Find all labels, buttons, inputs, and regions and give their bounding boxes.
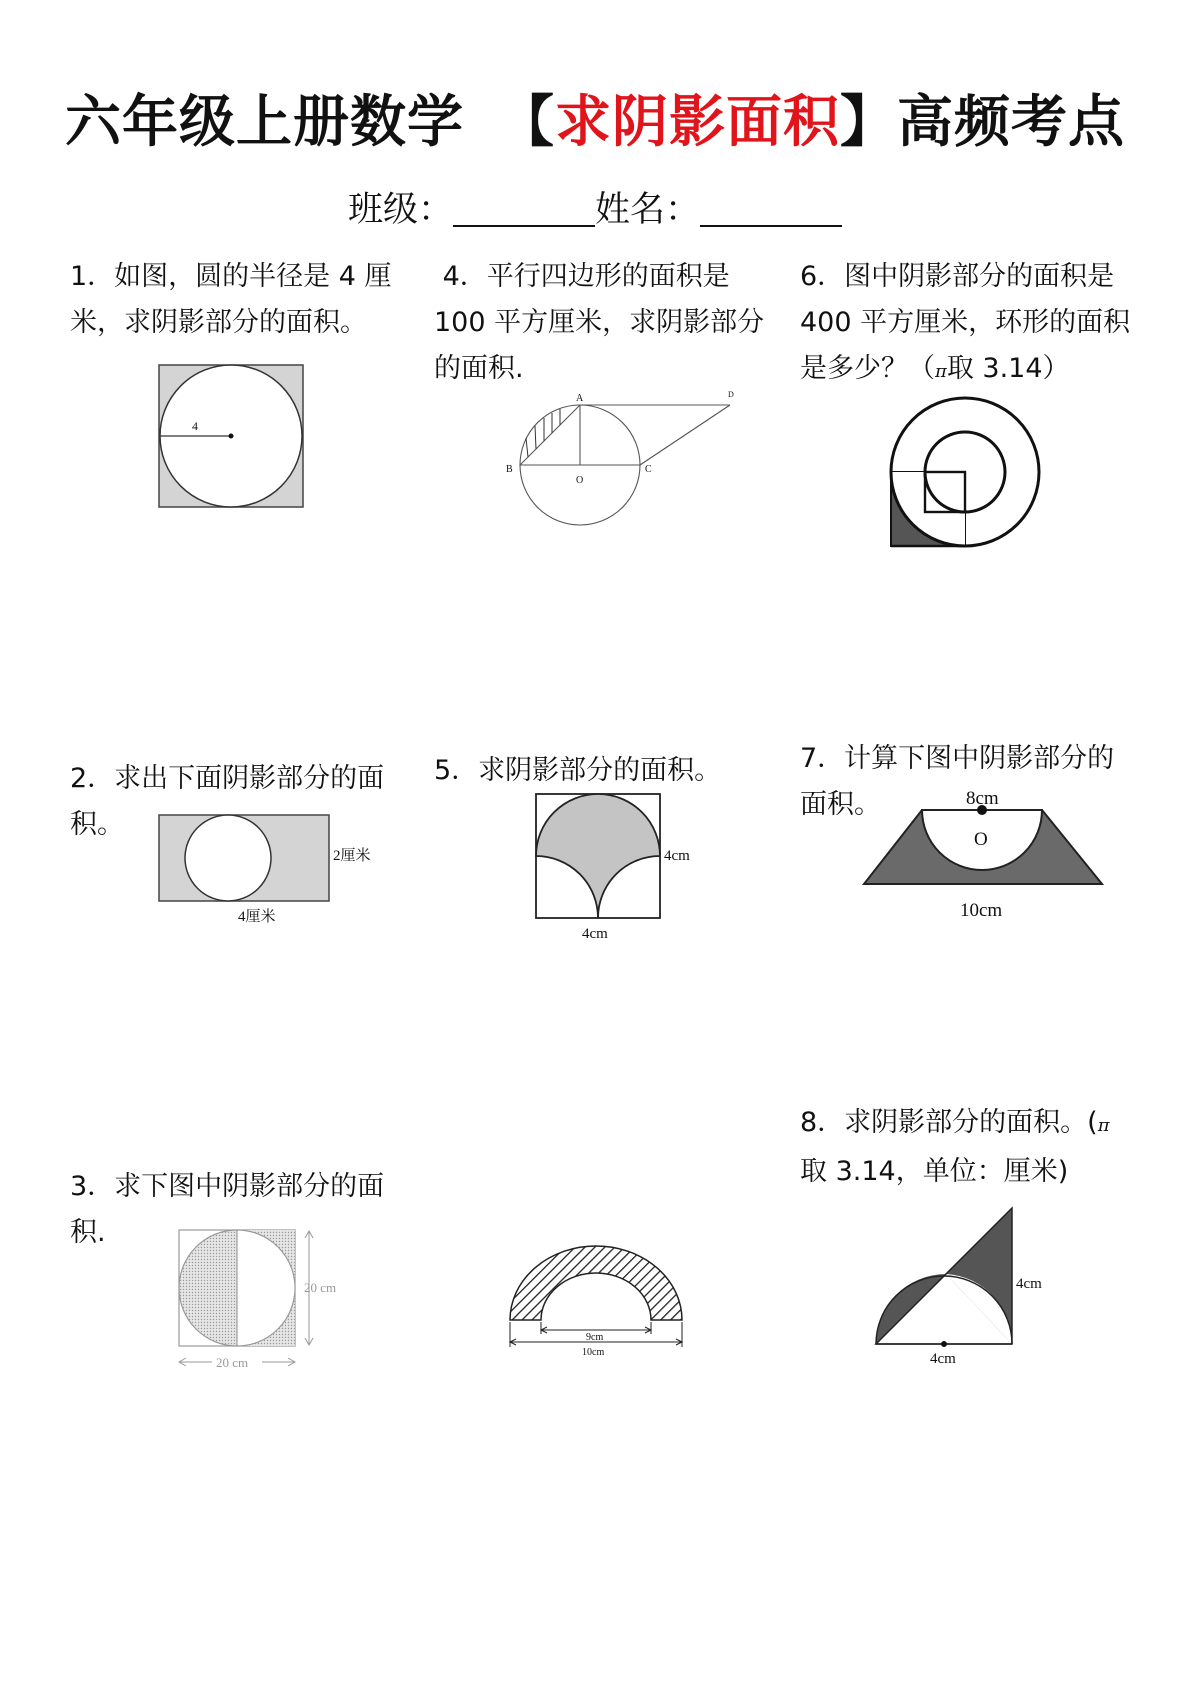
question-3-line-1: 3．求下图中阴影部分的面 bbox=[70, 1171, 385, 1202]
question-4-line-1: 4．平行四边形的面积是 bbox=[434, 261, 730, 292]
figure-4-chord-ba bbox=[520, 405, 580, 465]
figure-1-radius-label: 4 bbox=[192, 419, 198, 433]
question-6-line-1: 6．图中阴影部分的面积是 bbox=[800, 261, 1115, 292]
figure-5b bbox=[508, 1244, 688, 1356]
figure-5b-inner-label: 9cm bbox=[586, 1332, 604, 1343]
figure-8 bbox=[874, 1206, 1054, 1366]
title-bracket-close: 】 bbox=[840, 90, 897, 155]
title-prefix: 六年级上册数学 bbox=[65, 90, 464, 155]
figure-1 bbox=[158, 364, 308, 510]
title-highlight: 求阴影面积 bbox=[555, 90, 840, 155]
figure-5b-hatched-ring bbox=[510, 1246, 682, 1320]
figure-7 bbox=[862, 788, 1108, 922]
figure-4-label-b: B bbox=[506, 464, 513, 475]
question-6-line-3: 是多少？（π取 3.14） bbox=[800, 353, 1070, 384]
figure-2-height-label: 2厘米 bbox=[333, 848, 371, 864]
question-8 bbox=[800, 1100, 1110, 1195]
figure-2 bbox=[158, 814, 378, 926]
figure-8-base-label: 4cm bbox=[930, 1351, 956, 1367]
question-1 bbox=[70, 254, 392, 346]
question-4 bbox=[434, 254, 764, 392]
figure-3 bbox=[176, 1228, 356, 1378]
figure-4 bbox=[496, 386, 746, 532]
question-4-line-3: 的面积. bbox=[434, 353, 524, 384]
figure-5-bottom-label: 4cm bbox=[582, 926, 608, 942]
name-label: 姓名： bbox=[595, 190, 701, 230]
figure-2-circle bbox=[185, 815, 271, 901]
question-6-line-2: 400 平方厘米，环形的面积 bbox=[800, 307, 1131, 338]
question-1-line-2: 米，求阴影部分的面积。 bbox=[70, 307, 367, 338]
page-title bbox=[0, 78, 1190, 158]
name-blank[interactable] bbox=[700, 189, 842, 227]
question-5-line-1: 5．求阴影部分的面积。 bbox=[434, 755, 722, 786]
figure-7-top-label: 8cm bbox=[966, 788, 999, 809]
figure-4-label-a: A bbox=[576, 393, 584, 404]
figure-8-center-dot bbox=[941, 1341, 947, 1347]
figure-5-side-label: 4cm bbox=[664, 848, 690, 864]
question-8-line-1: 8．求阴影部分的面积。(π bbox=[800, 1107, 1110, 1138]
question-6 bbox=[800, 254, 1130, 395]
class-blank[interactable] bbox=[453, 189, 595, 227]
figure-4-label-c: C bbox=[645, 464, 652, 475]
figure-1-center bbox=[229, 434, 234, 439]
question-7-line-1: 7．计算下图中阴影部分的 bbox=[800, 743, 1115, 774]
figure-7-center-label: O bbox=[974, 829, 988, 850]
title-suffix: 高频考点 bbox=[897, 90, 1125, 155]
figure-4-hatch bbox=[526, 409, 560, 457]
question-7-line-2: 面积。 bbox=[800, 789, 881, 820]
question-5 bbox=[434, 748, 721, 794]
question-8-line-2: 取 3.14，单位：厘米) bbox=[800, 1156, 1069, 1187]
question-2-line-1: 2．求出下面阴影部分的面 bbox=[70, 763, 385, 794]
question-1-line-1: 1．如图，圆的半径是 4 厘 bbox=[70, 261, 392, 292]
figure-5 bbox=[534, 792, 714, 950]
figure-4-side-cd bbox=[640, 405, 730, 465]
figure-7-bottom-label: 10cm bbox=[960, 900, 1003, 921]
figure-4-label-o: O bbox=[576, 475, 584, 486]
question-2-line-2: 积。 bbox=[70, 809, 124, 840]
question-4-line-2: 100 平方厘米，求阴影部分 bbox=[434, 307, 765, 338]
title-bracket-open: 【 bbox=[498, 90, 555, 155]
figure-4-label-d: D bbox=[728, 390, 734, 399]
figure-3-width-label: 20 cm bbox=[216, 1355, 249, 1370]
class-label: 班级： bbox=[347, 190, 453, 230]
figure-6 bbox=[890, 398, 1046, 550]
question-3-line-2: 积. bbox=[70, 1217, 106, 1248]
figure-5b-outer-label: 10cm bbox=[582, 1347, 605, 1358]
figure-2-width-label: 4厘米 bbox=[238, 909, 276, 925]
figure-8-height-label: 4cm bbox=[1016, 1276, 1042, 1292]
student-info bbox=[0, 182, 1190, 232]
figure-3-height-label: 20 cm bbox=[304, 1280, 337, 1295]
